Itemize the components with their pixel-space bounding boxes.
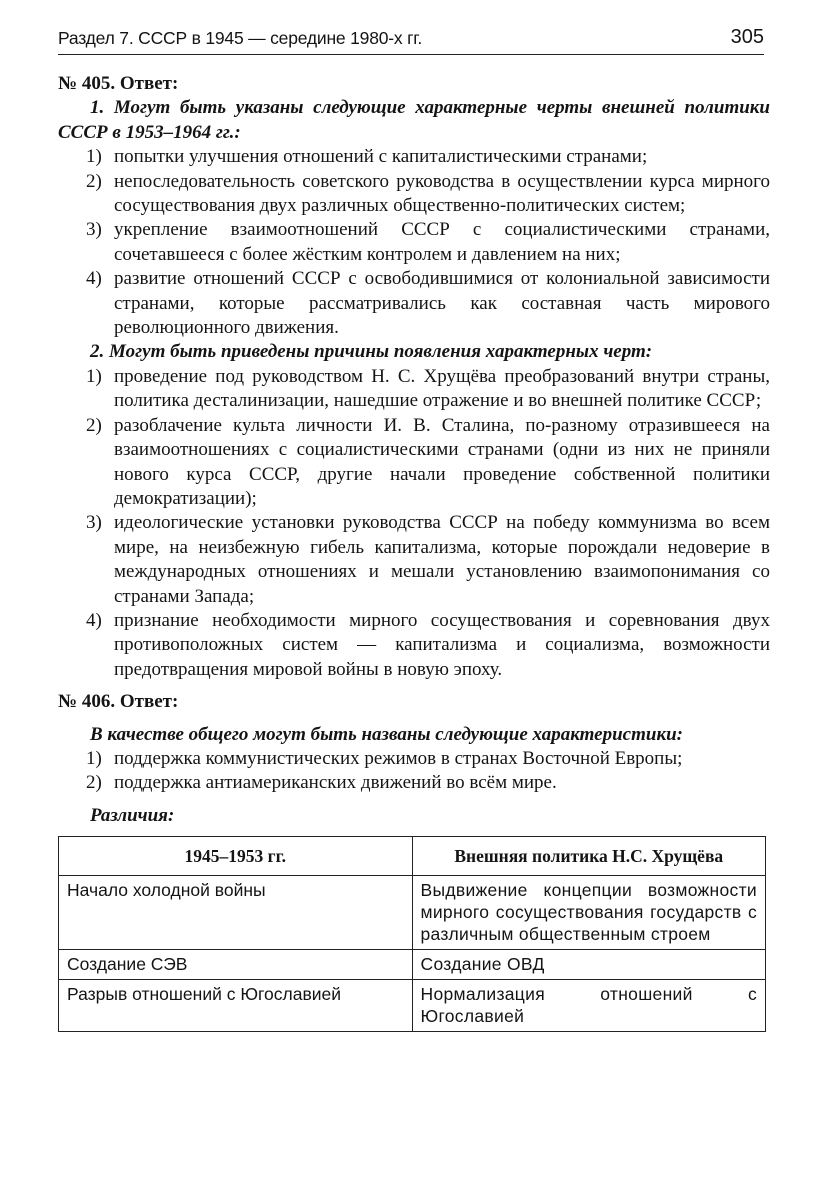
- item-number: 1): [86, 365, 102, 387]
- item-number: 4): [86, 268, 102, 290]
- item-number: 1): [86, 146, 102, 168]
- list-item: [86, 414, 770, 512]
- list-item: [86, 170, 770, 219]
- table-row: [59, 875, 766, 949]
- list-item: [86, 365, 770, 414]
- differences-table: [58, 836, 766, 1031]
- table-cell: Разрыв отношений с Югославией: [59, 979, 413, 1031]
- section-title: Раздел 7. СССР в 1945 — середине 1980-х гг.: [58, 28, 422, 48]
- list-item: [86, 609, 770, 682]
- answer-406-common-heading: В качестве общего могут быть названы следующие характеристики:: [90, 723, 683, 745]
- table-header-row: [59, 837, 766, 875]
- item-number: 3): [86, 219, 102, 241]
- table-row: [59, 979, 766, 1031]
- page-content: [58, 72, 770, 1032]
- item-text: поддержка антиамериканских движений во всём мире.: [114, 772, 557, 794]
- list-item: [86, 218, 770, 267]
- answer-405-part1-list: [58, 145, 770, 340]
- item-number: 2): [86, 772, 102, 794]
- answer-406-common-list: [58, 747, 770, 796]
- column-header: 1945–1953 гг.: [59, 837, 413, 875]
- table-cell: Нормализация отношений с Югославией: [412, 979, 766, 1031]
- answer-405-title: № 405. Ответ:: [58, 73, 179, 94]
- answer-406-differences-heading: Различия:: [90, 804, 175, 826]
- list-item: [86, 747, 770, 771]
- item-number: 2): [86, 170, 102, 192]
- table-cell: Выдвижение концепции возможности мирного сосуществования государств с различным общественным строем: [412, 875, 766, 949]
- item-text: попытки улучшения отношений с капиталистическими странами;: [114, 146, 648, 168]
- list-item: [86, 511, 770, 609]
- item-text: поддержка коммунистических режимов в странах Восточной Европы;: [114, 747, 683, 769]
- page-number: 305: [730, 26, 764, 48]
- table-cell: Начало холодной войны: [59, 875, 413, 949]
- table-row: [59, 949, 766, 979]
- list-item: [86, 267, 770, 340]
- table-cell: Создание ОВД: [412, 949, 766, 979]
- answer-405-part2-heading: 2. Могут быть приведены причины появления характерных черт:: [90, 341, 653, 363]
- item-text: разоблачение культа личности И. В. Сталина, по-разному отразившееся на взаимоотношениях с социалистическими странами (одни из них не приняли нового курса СССР, другие начали проведение собственной политики демократизации);: [114, 414, 770, 509]
- column-header: Внешняя политика Н.С. Хрущёва: [412, 837, 766, 875]
- item-number: 2): [86, 414, 102, 436]
- item-number: 4): [86, 609, 102, 631]
- item-text: проведение под руководством Н. С. Хрущёва преобразований внутри страны, политика десталинизации, нашедшие отражение и во внешней политике СССР;: [114, 365, 770, 412]
- answer-405-part1-heading: 1. Могут быть указаны следующие характерные черты внешней политики СССР в 1953–1964 гг.:: [58, 97, 770, 143]
- item-text: укрепление взаимоотношений СССР с социалистическими странами, сочетавшееся с более жёстким контролем и давлением на них;: [114, 219, 770, 265]
- running-header: [58, 24, 764, 55]
- list-item: [86, 771, 770, 795]
- item-number: 3): [86, 512, 102, 534]
- list-item: [86, 145, 770, 169]
- item-text: развитие отношений СССР с освободившимися от колониальной зависимости странами, которые рассматривались как составная часть мирового революционного движения.: [114, 268, 770, 339]
- item-text: идеологические установки руководства СССР на победу коммунизма во всем мире, на неизбежную гибель капитализма, которые порождали недоверие в международных отношениях и мешали установлению взаимопонимания со странами Запада;: [114, 512, 770, 607]
- answer-406-title: № 406. Ответ:: [58, 691, 179, 713]
- table-cell: Создание СЭВ: [59, 949, 413, 979]
- item-number: 1): [86, 747, 102, 769]
- item-text: признание необходимости мирного сосуществования и соревнования двух противоположных систем — капитализма и социализма, возможности предотвращения мировой войны в новую эпоху.: [114, 609, 770, 680]
- answer-405-part2-list: [58, 365, 770, 682]
- item-text: непоследовательность советского руководства в осуществлении курса мирного сосуществования двух различных общественно-политических систем;: [114, 170, 770, 217]
